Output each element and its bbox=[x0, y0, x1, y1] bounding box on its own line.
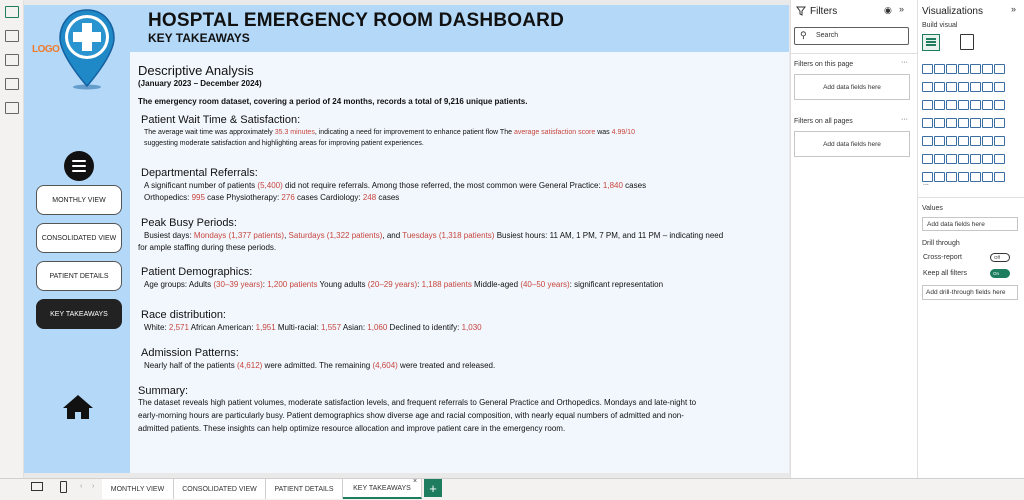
summary-line-3: admitted patients. These insights can help optimize resource allocation and improve patient care in the emergency room. bbox=[138, 424, 566, 433]
race-title: Race distribution: bbox=[141, 309, 226, 321]
keep-filters-label: Keep all filters bbox=[923, 270, 967, 277]
summary-line-1: The dataset reveals high patient volumes, moderate satisfaction levels, and frequent referrals to General Practice and Orthopedics. Mondays and late-night to bbox=[138, 398, 697, 407]
filters-all-more-icon[interactable]: ··· bbox=[901, 116, 908, 123]
page-subtitle: KEY TAKEAWAYS bbox=[148, 31, 250, 45]
desktop-layout-icon[interactable] bbox=[31, 482, 43, 491]
format-visual-icon[interactable] bbox=[960, 34, 974, 50]
cross-report-toggle[interactable]: Off bbox=[990, 253, 1010, 262]
eye-icon[interactable]: ◉ bbox=[884, 5, 892, 15]
summary-title: Summary: bbox=[138, 385, 189, 397]
values-label: Values bbox=[922, 205, 943, 212]
build-visual-icon[interactable] bbox=[922, 34, 940, 51]
referrals-title: Departmental Referrals: bbox=[141, 167, 258, 179]
filters-title: Filters bbox=[810, 6, 838, 17]
nav-patient-details-button[interactable]: PATIENT DETAILS bbox=[36, 261, 122, 291]
model-view-icon[interactable] bbox=[5, 54, 19, 66]
analysis-period: (January 2023 – December 2024) bbox=[138, 79, 262, 88]
demographics-line: Age groups: Adults (30–39 years): 1,200 patients Young adults (20–29 years): 1,188 patients Middle-aged (40–50 years): significant representation bbox=[144, 280, 664, 289]
tab-consolidated-view[interactable]: CONSOLIDATED VIEW bbox=[174, 479, 266, 499]
keep-filters-toggle[interactable]: On bbox=[990, 269, 1010, 278]
report-view-icon[interactable] bbox=[5, 6, 19, 18]
demographics-title: Patient Demographics: bbox=[141, 266, 253, 278]
filters-all-drop-zone[interactable]: Add data fields here bbox=[794, 131, 910, 157]
tab-key-takeaways[interactable]: KEY TAKEAWAYS bbox=[343, 479, 422, 499]
filters-search-input[interactable] bbox=[794, 27, 909, 45]
referrals-line-1: A significant number of patients (5,400) did not require referrals. Among those referred, the most common were General Practice: 1,840 cases bbox=[144, 181, 647, 190]
tab-scroll-left-icon[interactable]: ‹ bbox=[80, 483, 83, 490]
close-tab-icon[interactable]: × bbox=[413, 478, 418, 485]
busy-title: Peak Busy Periods: bbox=[141, 217, 237, 229]
wait-title: Patient Wait Time & Satisfaction: bbox=[141, 114, 301, 126]
nav-monthly-view-button[interactable]: MONTHLY VIEW bbox=[36, 185, 122, 215]
logo-text: LOGO bbox=[32, 44, 60, 55]
referrals-line-2: Orthopedics: 995 case Physiotherapy: 276 cases Cardiology: 248 cases bbox=[144, 193, 400, 202]
dax-query-icon[interactable] bbox=[5, 78, 19, 90]
filters-page-drop-zone[interactable]: Add data fields here bbox=[794, 74, 910, 100]
more-visuals-icon[interactable]: ... bbox=[923, 180, 929, 187]
nav-consolidated-view-button[interactable]: CONSOLIDATED VIEW bbox=[36, 223, 122, 253]
home-icon[interactable] bbox=[61, 393, 95, 421]
visual-type-grid[interactable] bbox=[922, 64, 1018, 190]
page-title: HOSPTAL EMERGENCY ROOM DASHBOARD bbox=[148, 10, 564, 31]
drill-through-label: Drill through bbox=[922, 240, 960, 247]
nav-key-takeaways-button[interactable]: KEY TAKEAWAYS bbox=[36, 299, 122, 329]
cross-report-label: Cross-report bbox=[923, 254, 962, 261]
visualizations-title: Visualizations bbox=[922, 6, 983, 17]
filters-page-more-icon[interactable]: ··· bbox=[901, 59, 908, 66]
wait-line-1: The average wait time was approximately 35.3 minutes, indicating a need for improvement to enhance patient flow The average satisfaction score was 4.99/10 bbox=[144, 129, 635, 136]
add-page-button[interactable]: + bbox=[424, 479, 442, 497]
summary-line-2: early-morning hours are particularly busy. Patient demographics show diverse age and racial composition, with nearly equal numbers of admitted and non- bbox=[138, 411, 684, 420]
build-visual-label: Build visual bbox=[922, 22, 958, 29]
busy-line-2: for ample staffing during these periods. bbox=[138, 243, 277, 252]
admission-line: Nearly half of the patients (4,612) were admitted. The remaining (4,604) were treated and released. bbox=[144, 361, 496, 370]
table-view-icon[interactable] bbox=[5, 30, 19, 42]
filters-on-page-label: Filters on this page bbox=[794, 61, 854, 68]
tab-patient-details[interactable]: PATIENT DETAILS bbox=[266, 479, 343, 499]
values-drop-zone[interactable]: Add data fields here bbox=[922, 217, 1018, 231]
left-rail bbox=[0, 0, 24, 478]
analysis-heading: Descriptive Analysis bbox=[138, 63, 254, 78]
search-placeholder: Search bbox=[816, 32, 839, 39]
tab-monthly-view[interactable]: MONTHLY VIEW bbox=[102, 479, 174, 499]
mobile-layout-icon[interactable] bbox=[60, 481, 67, 493]
analysis-intro: The emergency room dataset, covering a period of 24 months, records a total of 9,216 unique patients. bbox=[138, 97, 528, 106]
filters-pane bbox=[790, 0, 917, 478]
wait-line-2: suggesting moderate satisfaction and highlighting areas for improving patient experiences. bbox=[144, 140, 424, 147]
tmdl-view-icon[interactable] bbox=[5, 102, 19, 114]
busy-line-1: Busiest days: Mondays (1,377 patients), Saturdays (1,322 patients), and Tuesdays (1,318 patients) Busiest hours: 11 AM, 1 PM, 7 PM, and 11 PM – indicating need bbox=[144, 231, 724, 240]
race-line: White: 2,571 African American: 1,951 Multi-racial: 1,557 Asian: 1,060 Declined to identify: 1,030 bbox=[144, 323, 482, 332]
collapse-filters-icon[interactable]: » bbox=[899, 4, 905, 14]
admission-title: Admission Patterns: bbox=[141, 347, 239, 359]
collapse-viz-icon[interactable]: » bbox=[1011, 4, 1017, 14]
filter-icon bbox=[796, 6, 806, 16]
tab-scroll-right-icon[interactable]: › bbox=[92, 483, 95, 490]
drill-through-drop-zone[interactable]: Add drill-through fields here bbox=[922, 285, 1018, 300]
menu-icon[interactable] bbox=[64, 151, 94, 181]
search-icon: ⚲ bbox=[800, 30, 807, 40]
filters-all-pages-label: Filters on all pages bbox=[794, 118, 853, 125]
